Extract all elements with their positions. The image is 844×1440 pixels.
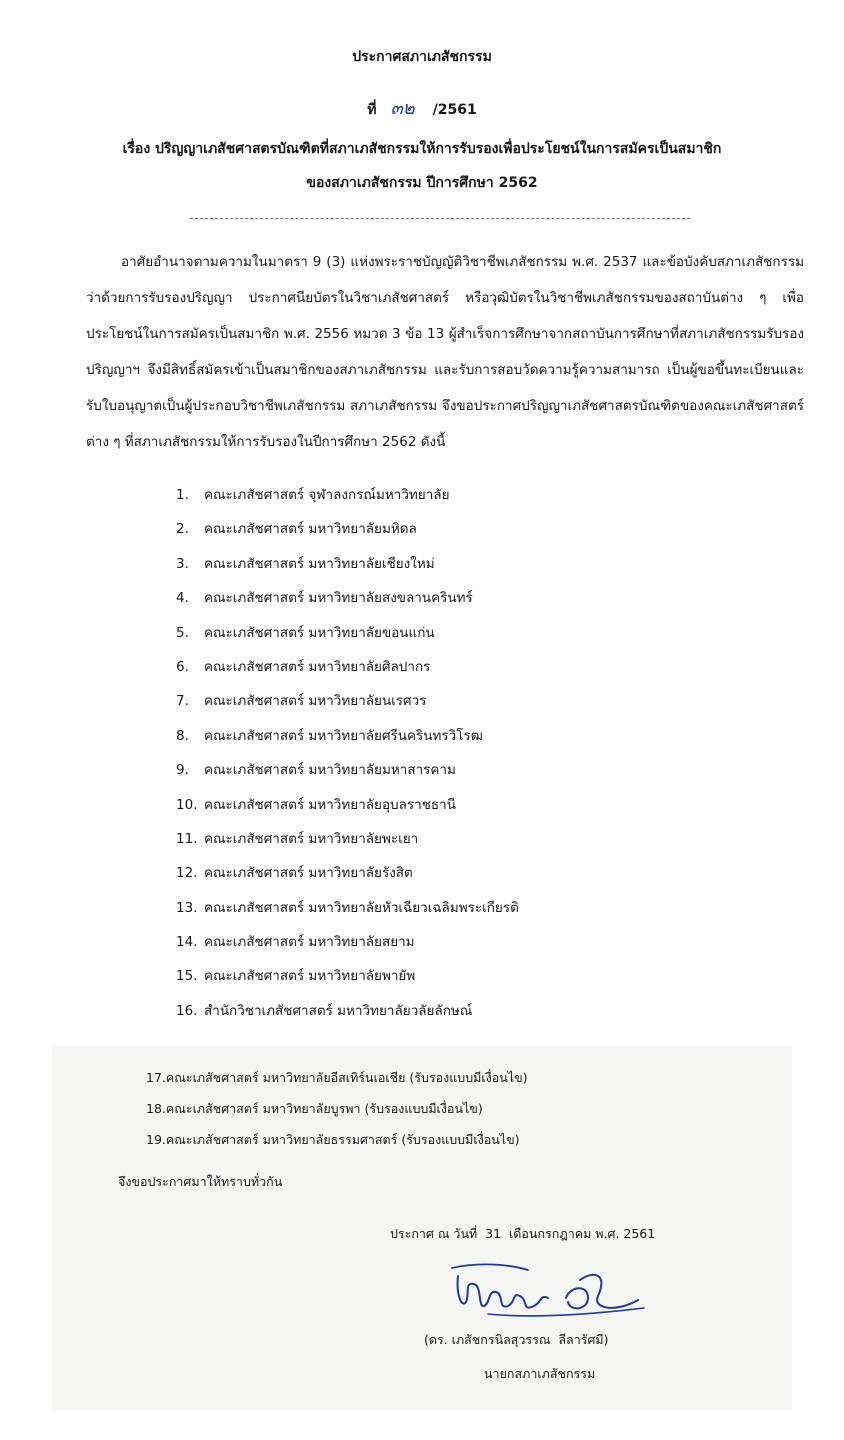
list-item-number: 19.	[146, 1132, 166, 1147]
list-item	[176, 684, 519, 718]
list-item	[176, 547, 519, 581]
list-item-number: 13.	[176, 899, 198, 916]
list-item-number: 14.	[176, 934, 198, 951]
handwritten-number: ๓๒	[390, 98, 415, 119]
list-item-name: คณะเภสัชศาสตร์ มหาวิทยาลัยธรรมศาสตร์ (รับรองแบบมีเงื่อนไข)	[165, 1132, 520, 1147]
list-item	[176, 959, 519, 993]
list-item-name: คณะเภสัชศาสตร์ มหาวิทยาลัยอีสเทิร์นเอเชีย (รับรองแบบมีเงื่อนไข)	[165, 1070, 528, 1085]
list-item-number: 5.	[176, 624, 189, 641]
list-item-name: คณะเภสัชศาสตร์ มหาวิทยาลัยพะเยา	[204, 830, 419, 847]
announcement-title: ประกาศสภาเภสัชกรรม	[352, 49, 492, 65]
list-item-number: 3.	[176, 555, 189, 572]
list-item	[176, 994, 519, 1028]
list-item-number: 2.	[176, 521, 189, 538]
list-item-name: คณะเภสัชศาสตร์ มหาวิทยาลัยขอนแก่น	[204, 624, 435, 641]
list-item-name: คณะเภสัชศาสตร์ มหาวิทยาลัยเชียงใหม่	[204, 555, 435, 572]
list-item-name: คณะเภสัชศาสตร์ มหาวิทยาลัยหัวเฉียวเฉลิมพระเกียรติ	[204, 899, 519, 916]
signer-position: นายกสภาเภสัชกรรม	[484, 1366, 596, 1381]
list-item-name: คณะเภสัชศาสตร์ มหาวิทยาลัยสยาม	[204, 934, 415, 951]
announcement-number	[0, 93, 844, 122]
list-item-name: คณะเภสัชศาสตร์ มหาวิทยาลัยพายัพ	[204, 968, 416, 985]
number-suffix: /2561	[432, 102, 477, 118]
list-item	[146, 1062, 528, 1093]
subject-line-1: เรื่อง ปริญญาเภสัชศาสตรบัณฑิตที่สภาเภสัชกรรมให้การรับรองเพื่อประโยชน์ในการสมัครเป็นสมาชิก	[122, 141, 722, 157]
list-item-name: คณะเภสัชศาสตร์ มหาวิทยาลัยศรีนครินทรวิโรฒ	[204, 727, 483, 744]
subject-line-2: ของสภาเภสัชกรรม ปีการศึกษา 2562	[306, 175, 538, 191]
number-prefix: ที่	[367, 102, 377, 118]
list-item-number: 9.	[176, 762, 189, 779]
list-item	[176, 478, 519, 512]
list-item-number: 15.	[176, 968, 198, 985]
list-item-number: 8.	[176, 727, 189, 744]
list-item-name: คณะเภสัชศาสตร์ มหาวิทยาลัยนเรศวร	[204, 693, 427, 710]
list-item-number: 17.	[146, 1070, 166, 1085]
list-item-number: 12.	[176, 865, 198, 882]
list-item	[176, 512, 519, 546]
handwritten-signature	[448, 1256, 648, 1326]
conditional-faculty-list	[146, 1062, 528, 1155]
announcement-date: ประกาศ ณ วันที่ 31 เดือนกรกฎาคม พ.ศ. 2561	[390, 1226, 656, 1241]
list-item-name: คณะเภสัชศาสตร์ มหาวิทยาลัยมหาสารคาม	[204, 762, 456, 779]
list-item-number: 11.	[176, 830, 198, 847]
list-item-number: 6.	[176, 658, 189, 675]
list-item-name: สำนักวิชาเภสัชศาสตร์ มหาวิทยาลัยวลัยลักษณ์	[204, 1002, 473, 1019]
list-item-name: คณะเภสัชศาสตร์ มหาวิทยาลัยศิลปากร	[204, 658, 431, 675]
body-paragraph: อาศัยอำนาจตามความในมาตรา 9 (3) แห่งพระราชบัญญัติวิชาชีพเภสัชกรรม พ.ศ. 2537 และข้อบังคับสภาเภสัชกรรม ว่าด้วยการรับรองปริญญา ประกาศนียบัตรในวิชาเภสัชศาสตร์ หรือวุฒิบัตรในวิชาชีพเภสัชกรรมของสถาบันต่าง ๆ เพื่อประโยชน์ในการสมัครเป็นสมาชิก พ.ศ. 2556 หมวด 3 ข้อ 13 ผู้สำเร็จการศึกษาจากสถาบันการศึกษาที่สภาเภสัชกรรมรับรองปริญญาฯ จึงมีสิทธิ์สมัครเข้าเป็นสมาชิกของสภาเภสัชกรรม และรับการสอบวัดความรู้ความสามารถ เป็นผู้ขอขึ้นทะเบียนและรับใบอนุญาตเป็นผู้ประกอบวิชาชีพเภสัชกรรม สภาเภสัชกรรม จึงขอประกาศปริญญาเภสัชศาสตรบัณฑิตของคณะเภสัชศาสตร์ต่าง ๆ ที่สภาเภสัชกรรมให้การรับรองในปีการศึกษา 2562 ดังนี้	[86, 254, 804, 450]
list-item-number: 18.	[146, 1101, 166, 1116]
list-item	[176, 719, 519, 753]
closing-statement: จึงขอประกาศมาให้ทราบทั่วกัน	[118, 1174, 283, 1189]
list-item	[176, 753, 519, 787]
dotted-divider	[190, 218, 690, 219]
list-item-name: คณะเภสัชศาสตร์ จุฬาลงกรณ์มหาวิทยาลัย	[204, 487, 450, 503]
list-item	[176, 856, 519, 890]
list-item-name: คณะเภสัชศาสตร์ มหาวิทยาลัยอุบลราชธานี	[204, 796, 456, 813]
list-item	[176, 616, 519, 650]
list-item	[176, 788, 519, 822]
list-item-name: คณะเภสัชศาสตร์ มหาวิทยาลัยรังสิต	[204, 865, 413, 882]
list-item-name: คณะเภสัชศาสตร์ มหาวิทยาลัยมหิดล	[204, 521, 417, 538]
list-item-number: 7.	[176, 693, 189, 710]
list-item	[176, 822, 519, 856]
list-item-name: คณะเภสัชศาสตร์ มหาวิทยาลัยบูรพา (รับรองแบบมีเงื่อนไข)	[165, 1101, 483, 1116]
list-item-number: 1.	[176, 487, 189, 503]
faculty-list	[176, 478, 519, 1028]
list-item	[176, 925, 519, 959]
list-item-name: คณะเภสัชศาสตร์ มหาวิทยาลัยสงขลานครินทร์	[204, 590, 473, 607]
signer-name: (ดร. เภสัชกรนิลสุวรรณ ลีลารัศมี)	[424, 1332, 609, 1347]
list-item	[176, 891, 519, 925]
list-item	[176, 650, 519, 684]
list-item-number: 10.	[176, 796, 198, 813]
list-item-number: 16.	[176, 1002, 198, 1019]
list-item	[176, 581, 519, 615]
list-item	[146, 1124, 528, 1155]
list-item	[146, 1093, 528, 1124]
list-item-number: 4.	[176, 590, 189, 607]
